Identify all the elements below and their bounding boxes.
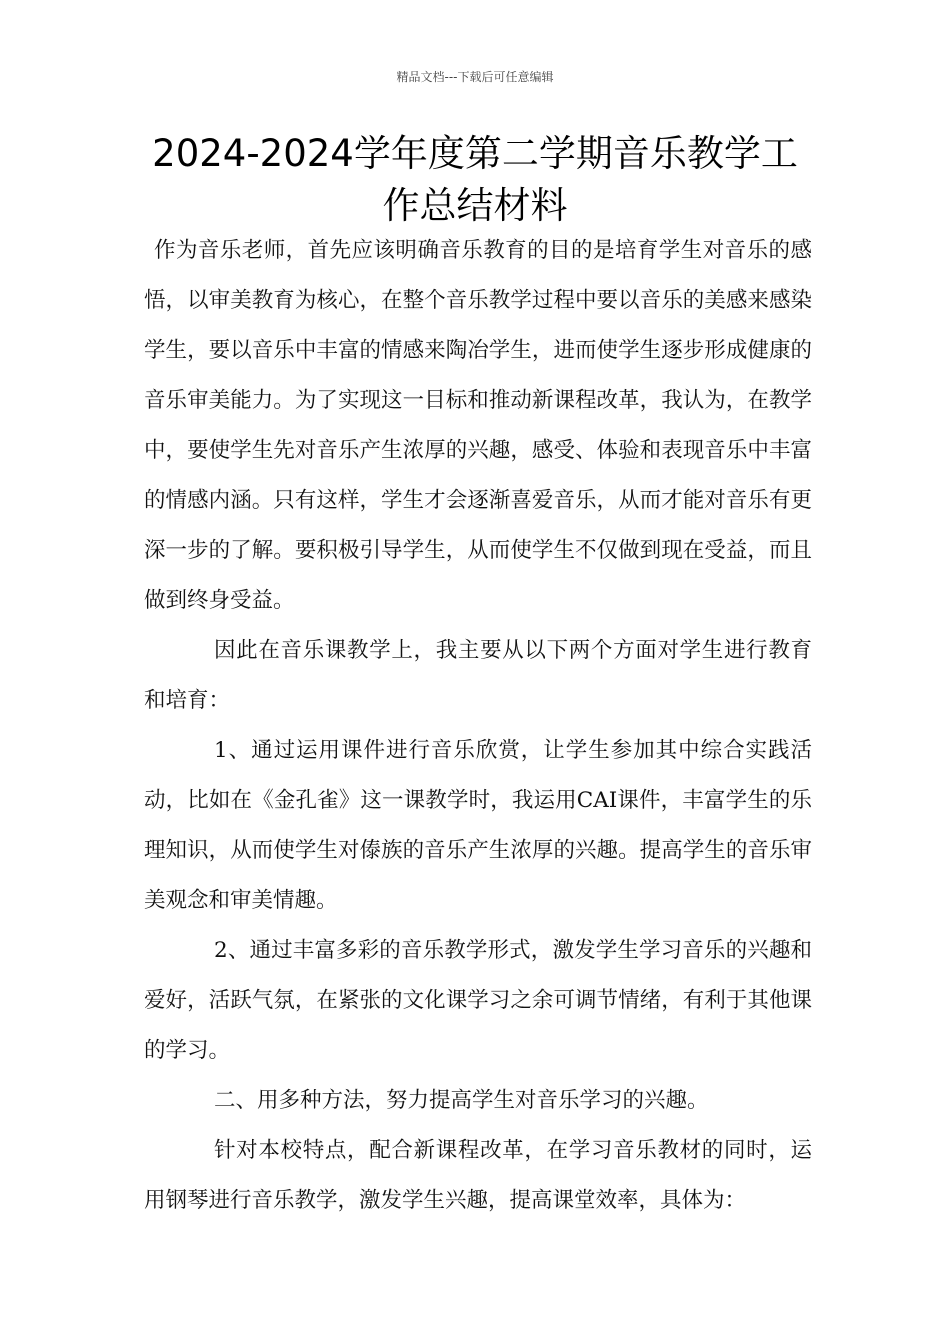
page-header-watermark: 精品文档---下载后可任意编辑 <box>396 70 554 84</box>
body-paragraph-piano: 针对本校特点，配合新课程改革，在学习音乐教材的同时，运用钢琴进行音乐教学，激发学生兴趣，提高课堂效率，具体为： <box>144 1138 812 1213</box>
body-paragraph-methods: 因此在音乐课教学上，我主要从以下两个方面对学生进行教育和培育： <box>144 638 812 713</box>
body-paragraph-item-2: 2、通过丰富多彩的音乐教学形式，激发学生学习音乐的兴趣和爱好，活跃气氛，在紧张的文化课学习之余可调节情绪，有利于其他课的学习。 <box>144 938 812 1063</box>
document-body <box>144 226 812 1226</box>
body-section-heading-2: 二、用多种方法，努力提高学生对音乐学习的兴趣。 <box>214 1088 709 1113</box>
body-paragraph-item-1: 1、通过运用课件进行音乐欣赏，让学生参加其中综合实践活动，比如在《金孔雀》这一课教学时，我运用CAI课件，丰富学生的乐理知识，从而使学生对傣族的音乐产生浓厚的兴趣。提高学生的音乐审美观念和审美情趣。 <box>144 738 812 913</box>
body-paragraph-intro: 作为音乐老师，首先应该明确音乐教育的目的是培育学生对音乐的感悟，以审美教育为核心，在整个音乐教学过程中要以音乐的美感来感染学生，要以音乐中丰富的情感来陶冶学生，进而使学生逐步形成健康的音乐审美能力。为了实现这一目标和推动新课程改革，我认为，在教学中，要使学生先对音乐产生浓厚的兴趣，感受、体验和表现音乐中丰富的情感内涵。只有这样，学生才会逐渐喜爱音乐，从而才能对音乐有更深一步的了解。要积极引导学生，从而使学生不仅做到现在受益，而且做到终身受益。 <box>144 238 812 613</box>
document-title: 2024-2024学年度第二学期音乐教学工作总结材料 <box>152 132 798 227</box>
